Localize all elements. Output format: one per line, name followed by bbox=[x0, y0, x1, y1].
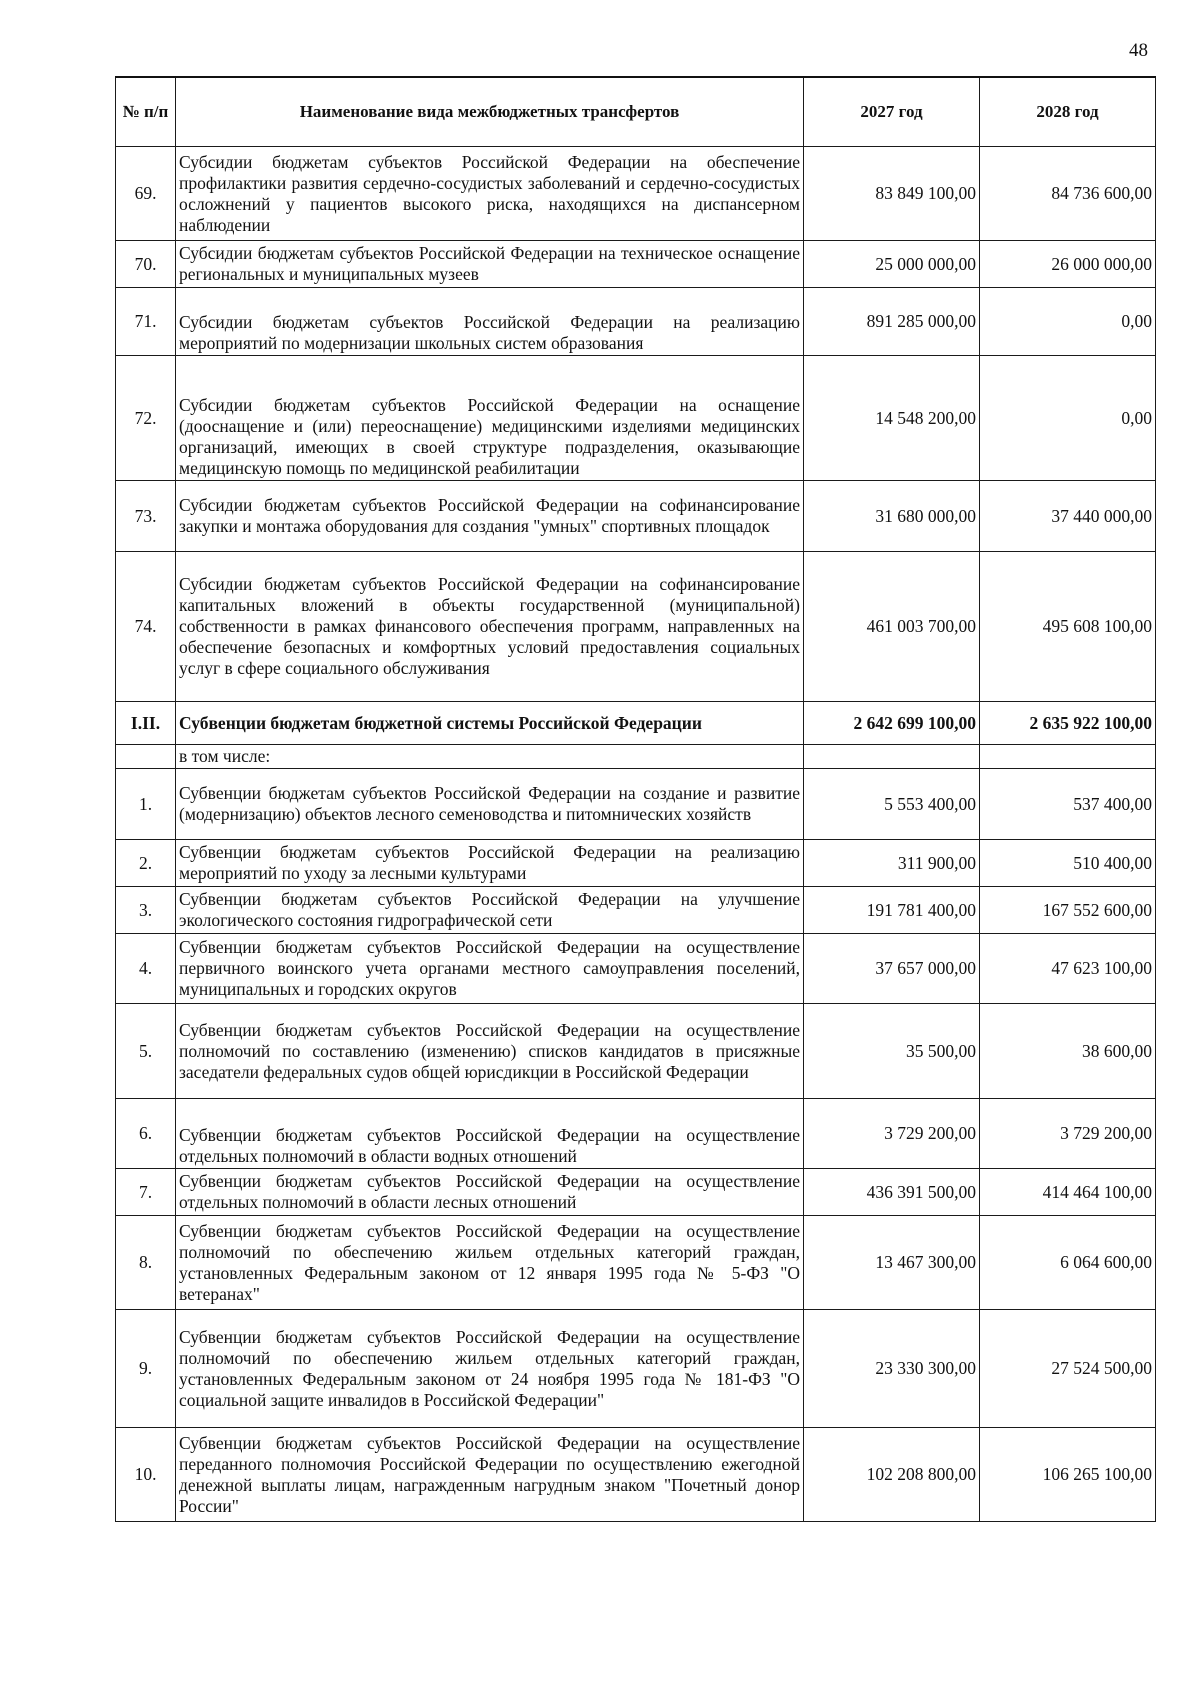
row-num: 71. bbox=[116, 288, 176, 356]
table-row bbox=[116, 1310, 1156, 1428]
row-value-2028: 3 729 200,00 bbox=[980, 1099, 1156, 1169]
row-value-2027: 436 391 500,00 bbox=[804, 1169, 980, 1216]
row-value-2027: 311 900,00 bbox=[804, 840, 980, 887]
row-num: 73. bbox=[116, 481, 176, 552]
including-row bbox=[116, 745, 1156, 769]
row-value-2027: 37 657 000,00 bbox=[804, 934, 980, 1004]
table-row bbox=[116, 840, 1156, 887]
table-row bbox=[116, 356, 1156, 481]
row-value-2028: 167 552 600,00 bbox=[980, 887, 1156, 934]
row-value-2027: 891 285 000,00 bbox=[804, 288, 980, 356]
row-num: 72. bbox=[116, 356, 176, 481]
table-row bbox=[116, 288, 1156, 356]
row-value-2027: 83 849 100,00 bbox=[804, 147, 980, 241]
row-value-2028: 6 064 600,00 bbox=[980, 1216, 1156, 1310]
row-num: 70. bbox=[116, 241, 176, 288]
row-num: 5. bbox=[116, 1004, 176, 1099]
row-value-2028: 106 265 100,00 bbox=[980, 1428, 1156, 1522]
table-row bbox=[116, 887, 1156, 934]
row-name: Субвенции бюджетам субъектов Российской Федерации на осуществление переданного полномочия Российской Федерации по осуществлению ежегодной денежной выплаты лицам, награжденным нагрудным знаком "Почетный донор России" bbox=[176, 1428, 804, 1522]
row-name: Субвенции бюджетам субъектов Российской Федерации на осуществление первичного воинского учета органами местного самоуправления поселений, муниципальных и городских округов bbox=[176, 934, 804, 1004]
row-value-2028: 495 608 100,00 bbox=[980, 552, 1156, 702]
table-row bbox=[116, 934, 1156, 1004]
table-row bbox=[116, 1428, 1156, 1522]
row-value-2028: 47 623 100,00 bbox=[980, 934, 1156, 1004]
row-num: 7. bbox=[116, 1169, 176, 1216]
row-name: Субвенции бюджетам субъектов Российской Федерации на осуществление отдельных полномочий в области водных отношений bbox=[176, 1099, 804, 1169]
row-value-2027: 191 781 400,00 bbox=[804, 887, 980, 934]
row-value-2028: 537 400,00 bbox=[980, 769, 1156, 840]
row-name: Субвенции бюджетам субъектов Российской Федерации на осуществление полномочий по составлению (изменению) списков кандидатов в присяжные заседатели федеральных судов общей юрисдикции в Российской Федерации bbox=[176, 1004, 804, 1099]
row-value-2027: 3 729 200,00 bbox=[804, 1099, 980, 1169]
row-name: Субвенции бюджетам субъектов Российской Федерации на осуществление полномочий по обеспечению жильем отдельных категорий граждан, установленных Федеральным законом от 24 ноября 1995 года № 181-ФЗ "О социальной защите инвалидов в Российской Федерации" bbox=[176, 1310, 804, 1428]
table-row bbox=[116, 1004, 1156, 1099]
page-number: 48 bbox=[1129, 40, 1148, 61]
header-2028: 2028 год bbox=[980, 77, 1156, 147]
row-value-2027: 25 000 000,00 bbox=[804, 241, 980, 288]
row-value-2028: 0,00 bbox=[980, 288, 1156, 356]
row-name: Субвенции бюджетам субъектов Российской Федерации на создание и развитие (модернизацию) объектов лесного семеноводства и питомнических хозяйств bbox=[176, 769, 804, 840]
row-value-2027: 14 548 200,00 bbox=[804, 356, 980, 481]
row-num: 74. bbox=[116, 552, 176, 702]
row-num: 6. bbox=[116, 1099, 176, 1169]
section-row bbox=[116, 702, 1156, 745]
row-value-2028: 26 000 000,00 bbox=[980, 241, 1156, 288]
table-row bbox=[116, 1216, 1156, 1310]
table-row bbox=[116, 241, 1156, 288]
row-num: 2. bbox=[116, 840, 176, 887]
row-value-2027: 23 330 300,00 bbox=[804, 1310, 980, 1428]
row-value-2028: 27 524 500,00 bbox=[980, 1310, 1156, 1428]
row-value-2027: 35 500,00 bbox=[804, 1004, 980, 1099]
header-name: Наименование вида межбюджетных трансфертов bbox=[176, 77, 804, 147]
transfers-table bbox=[115, 76, 1156, 1522]
table-row bbox=[116, 1099, 1156, 1169]
table-row bbox=[116, 769, 1156, 840]
table-row bbox=[116, 147, 1156, 241]
including-value-2027 bbox=[804, 745, 980, 769]
row-num: 10. bbox=[116, 1428, 176, 1522]
row-num: 1. bbox=[116, 769, 176, 840]
row-name: Субсидии бюджетам субъектов Российской Федерации на техническое оснащение региональных и муниципальных музеев bbox=[176, 241, 804, 288]
header-num: № п/п bbox=[116, 77, 176, 147]
section-value-2028: 2 635 922 100,00 bbox=[980, 702, 1156, 745]
including-label: в том числе: bbox=[176, 745, 804, 769]
row-value-2028: 38 600,00 bbox=[980, 1004, 1156, 1099]
row-value-2028: 84 736 600,00 bbox=[980, 147, 1156, 241]
row-value-2028: 0,00 bbox=[980, 356, 1156, 481]
row-num: 3. bbox=[116, 887, 176, 934]
header-2027: 2027 год bbox=[804, 77, 980, 147]
row-name: Субсидии бюджетам субъектов Российской Федерации на оснащение (дооснащение и (или) переоснащение) медицинскими изделиями медицинских организаций, имеющих в своей структуре подразделения, оказывающие медицинскую помощь по медицинской реабилитации bbox=[176, 356, 804, 481]
including-value-2028 bbox=[980, 745, 1156, 769]
including-num bbox=[116, 745, 176, 769]
row-num: 69. bbox=[116, 147, 176, 241]
row-num: 8. bbox=[116, 1216, 176, 1310]
row-name: Субсидии бюджетам субъектов Российской Федерации на обеспечение профилактики развития сердечно-сосудистых заболеваний и сердечно-сосудистых осложнений у пациентов высокого риска, находящихся на диспансерном наблюдении bbox=[176, 147, 804, 241]
row-value-2028: 510 400,00 bbox=[980, 840, 1156, 887]
row-value-2028: 414 464 100,00 bbox=[980, 1169, 1156, 1216]
row-name: Субвенции бюджетам субъектов Российской Федерации на осуществление полномочий по обеспечению жильем отдельных категорий граждан, установленных Федеральным законом от 12 января 1995 года № 5-ФЗ "О ветеранах" bbox=[176, 1216, 804, 1310]
table-header-row bbox=[116, 77, 1156, 147]
row-value-2027: 31 680 000,00 bbox=[804, 481, 980, 552]
row-value-2027: 461 003 700,00 bbox=[804, 552, 980, 702]
section-num: I.II. bbox=[116, 702, 176, 745]
table-row bbox=[116, 481, 1156, 552]
table-row bbox=[116, 552, 1156, 702]
row-value-2027: 13 467 300,00 bbox=[804, 1216, 980, 1310]
row-value-2028: 37 440 000,00 bbox=[980, 481, 1156, 552]
row-name: Субвенции бюджетам субъектов Российской Федерации на реализацию мероприятий по уходу за лесными культурами bbox=[176, 840, 804, 887]
row-name: Субвенции бюджетам субъектов Российской Федерации на осуществление отдельных полномочий в области лесных отношений bbox=[176, 1169, 804, 1216]
row-value-2027: 102 208 800,00 bbox=[804, 1428, 980, 1522]
section-value-2027: 2 642 699 100,00 bbox=[804, 702, 980, 745]
section-name: Субвенции бюджетам бюджетной системы Российской Федерации bbox=[176, 702, 804, 745]
row-num: 9. bbox=[116, 1310, 176, 1428]
table-row bbox=[116, 1169, 1156, 1216]
row-name: Субсидии бюджетам субъектов Российской Федерации на софинансирование закупки и монтажа оборудования для создания "умных" спортивных площадок bbox=[176, 481, 804, 552]
row-name: Субсидии бюджетам субъектов Российской Федерации на реализацию мероприятий по модернизации школьных систем образования bbox=[176, 288, 804, 356]
row-value-2027: 5 553 400,00 bbox=[804, 769, 980, 840]
row-num: 4. bbox=[116, 934, 176, 1004]
row-name: Субсидии бюджетам субъектов Российской Федерации на софинансирование капитальных вложений в объекты государственной (муниципальной) собственности в рамках финансового обеспечения программ, направленных на обеспечение безопасных и комфортных условий предоставления социальных услуг в сфере социального обслуживания bbox=[176, 552, 804, 702]
row-name: Субвенции бюджетам субъектов Российской Федерации на улучшение экологического состояния гидрографической сети bbox=[176, 887, 804, 934]
